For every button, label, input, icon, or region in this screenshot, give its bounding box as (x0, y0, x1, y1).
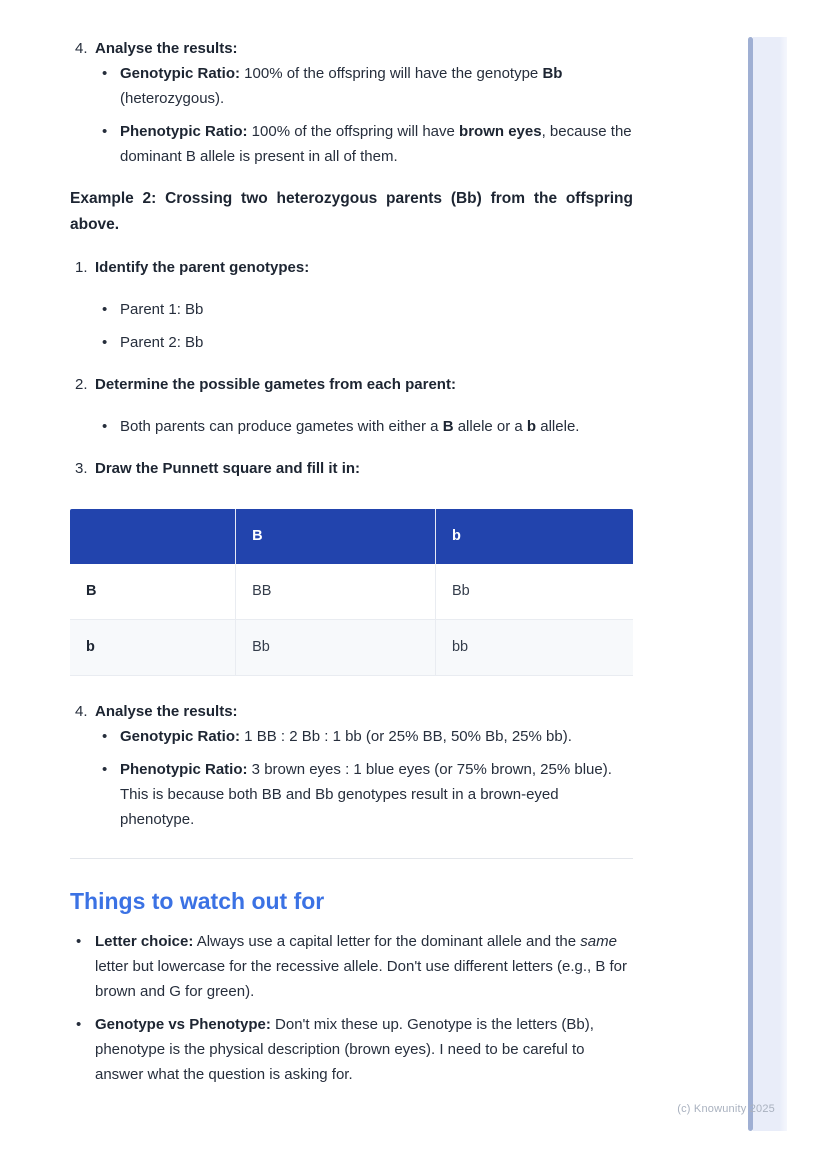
list-item-text (120, 65, 562, 107)
text-run: Phenotypic Ratio: (120, 123, 248, 140)
text-run: Genotype vs Phenotype: (95, 1016, 271, 1033)
bullet-list-item (70, 119, 633, 169)
text-run: Letter choice: (95, 933, 194, 950)
list-number: 3. (75, 460, 88, 477)
text-run: Analyse the results: (95, 40, 238, 57)
punnett-row-header: b (70, 620, 236, 676)
numbered-list-item (70, 456, 633, 481)
punnett-header-cell: b (436, 509, 633, 564)
bullet-list-item (70, 61, 633, 111)
list-item-text (95, 460, 360, 477)
punnett-row-header: B (70, 564, 236, 620)
example-heading (70, 186, 633, 238)
text-run: B (442, 418, 454, 435)
list-number: 2. (75, 376, 88, 393)
text-run: b (526, 418, 537, 435)
copyright-text: (c) Knowunity 2025 (677, 1103, 775, 1115)
text-run: Bb (542, 65, 563, 82)
list-item-text (120, 761, 612, 828)
bullet-list-item (70, 414, 633, 439)
bullet-icon: • (102, 65, 108, 82)
punnett-cell: BB (236, 564, 436, 620)
text-run: 1 BB : 2 Bb : 1 bb (or 25% BB, 50% Bb, 25% bb). (240, 728, 572, 745)
numbered-list-item (70, 36, 633, 61)
bullet-icon: • (102, 728, 108, 745)
text-run: 100% of the offspring will have the genotype (240, 65, 543, 82)
text-run: Identify the parent genotypes: (95, 259, 310, 276)
scrollbar-track[interactable] (753, 37, 787, 1131)
list-item-text (120, 334, 203, 351)
section-heading: Things to watch out for (70, 888, 325, 914)
text-run: Analyse the results: (95, 703, 238, 720)
document-content (70, 36, 633, 1087)
list-number: 4. (75, 703, 88, 720)
bullet-icon: • (102, 761, 108, 778)
punnett-square-table (70, 509, 633, 676)
bullet-icon: • (102, 301, 108, 318)
punnett-cell: Bb (236, 620, 436, 676)
bullet-icon: • (102, 123, 108, 140)
bullet-icon: • (102, 334, 108, 351)
text-run: , because the dominant B allele is present in all of them. (120, 123, 632, 165)
list-item-text (95, 40, 238, 57)
numbered-list-item (70, 699, 633, 724)
table-header-row (70, 509, 633, 564)
list-item-text (120, 301, 203, 318)
list-item-text (95, 376, 456, 393)
text-run: allele or a (453, 418, 527, 435)
bullet-list-item (70, 297, 633, 322)
text-run: Determine the possible gametes from each parent: (95, 376, 456, 393)
list-number: 1. (75, 259, 88, 276)
text-run: Don't mix these up. Genotype is the letters (Bb), phenotype is the physical description (brown eyes). I need to be careful to answer what the question is asking for. (95, 1016, 594, 1083)
text-run: 100% of the offspring will have (247, 123, 460, 140)
bullet-icon: • (102, 418, 108, 435)
text-run: brown eyes (459, 123, 542, 140)
punnett-square (70, 509, 633, 676)
list-item-text (120, 728, 572, 745)
list-item-text (95, 933, 627, 1000)
text-run: 3 brown eyes : 1 blue eyes (or 75% brown, 25% blue). This is because both BB and Bb genotypes result in a brown-eyed phenotype. (120, 761, 612, 828)
list-item-text (95, 259, 309, 276)
table-row (70, 620, 633, 676)
bullet-list-item (70, 724, 633, 749)
text-run: Parent 2: Bb (120, 334, 204, 351)
text-run: Phenotypic Ratio: (120, 761, 248, 778)
text-run: Genotypic Ratio: (120, 728, 241, 745)
punnett-cell: Bb (436, 564, 633, 620)
section-divider (70, 858, 633, 859)
punnett-header-cell (70, 509, 236, 564)
scrollbar-thumb[interactable] (748, 37, 753, 1131)
numbered-list-item (70, 372, 633, 397)
text-run: (heterozygous). (120, 90, 225, 107)
text-run: same (580, 933, 617, 950)
text-run: Genotypic Ratio: (120, 65, 241, 82)
punnett-header-cell: B (236, 509, 436, 564)
list-item-text (120, 418, 579, 435)
bullet-list-item (70, 757, 633, 832)
text-run: Both parents can produce gametes with either a (120, 418, 443, 435)
bullet-icon: • (76, 933, 82, 950)
text-run: Draw the Punnett square and fill it in: (95, 460, 361, 477)
list-number: 4. (75, 40, 88, 57)
punnett-cell: bb (436, 620, 633, 676)
text-run: allele. (536, 418, 580, 435)
text-run: Always use a capital letter for the dominant allele and the (193, 933, 581, 950)
bullet-list-item (70, 929, 633, 1004)
bullet-list-item (70, 330, 633, 355)
bullet-icon: • (76, 1016, 82, 1033)
bullet-list-item (70, 1012, 633, 1087)
text-run: Parent 1: Bb (120, 301, 204, 318)
list-item-text (95, 703, 238, 720)
text-run: Example 2: Crossing two heterozygous parents (Bb) from the offspring above. (70, 190, 633, 233)
list-item-text (95, 1016, 594, 1083)
text-run: letter but lowercase for the recessive allele. Don't use different letters (e.g., B for brown and G for green). (95, 958, 628, 1000)
table-row (70, 564, 633, 620)
list-item-text (120, 123, 632, 165)
numbered-list-item (70, 255, 633, 280)
